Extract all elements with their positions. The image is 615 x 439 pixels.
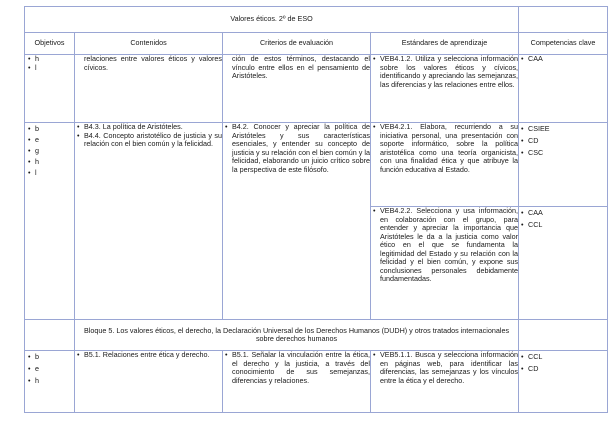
competencia-item: • CAA — [519, 55, 607, 64]
competencias-cell — [519, 207, 608, 320]
objetivos-cell — [25, 351, 75, 413]
contenido-item: • B4.4. Concepto aristotélico de justicia y su relación con el bien común y la felicidad. — [75, 132, 222, 149]
competencia-item: • CAA — [519, 207, 607, 219]
criterio-item: • B4.2. Conocer y apreciar la política de Aristóteles y sus características esenciales, y entender su concepto de justicia y su relación con el bien común y la felicidad, elaborando un juicio crítico sobre la perspectiva de este filósofo. — [223, 123, 370, 174]
contenido-item: • B4.3. La política de Aristóteles. — [75, 123, 222, 132]
estandar-item: • VEB4.2.2. Selecciona y usa información, en colaboración con el grupo, para entender y apreciar la importancia que Aristóteles le da a la justicia como valor ético en el que se fundamenta la legitimidad del Estado y su relación con la felicidad y el bien común, y expone sus conclusiones personales debidamente fundamentadas. — [371, 207, 518, 284]
objetivo-item: • h — [25, 375, 74, 387]
title-corner-cell — [519, 7, 608, 33]
competencia-item: • CSC — [519, 147, 607, 159]
objetivo-item: • h — [25, 55, 74, 64]
contenido-text: relaciones entre valores éticos y valores cívicos. — [84, 54, 222, 72]
objetivos-cell — [25, 123, 75, 320]
block-heading: Bloque 5. Los valores éticos, el derecho, la Declaración Universal de los Derechos Humanos (DUDH) y otros tratados internacionales sobre derechos humanos — [75, 320, 519, 351]
curriculum-table — [24, 6, 608, 413]
table-row — [25, 123, 608, 207]
estandares-cell — [371, 207, 519, 320]
estandar-item: • VEB5.1.1. Busca y selecciona información en páginas web, para identificar las diferencias, las semejanzas y los vínculos entre la ética y el derecho. — [371, 351, 518, 385]
objetivos-cell — [25, 55, 75, 123]
block-spacer-cell — [25, 320, 75, 351]
criterios-cell — [223, 123, 371, 320]
competencia-item: • CD — [519, 135, 607, 147]
objetivo-item: • e — [25, 134, 74, 145]
objetivo-item: • b — [25, 123, 74, 134]
header-objetivos: Objetivos — [25, 33, 75, 55]
competencia-item: • CCL — [519, 351, 607, 363]
contenidos-cell — [75, 351, 223, 413]
table-title: Valores éticos. 2º de ESO — [25, 7, 519, 33]
objetivo-item: • l — [25, 64, 74, 73]
header-criterios: Criterios de evaluación — [223, 33, 371, 55]
criterio-text: ción de estos términos, destacando el vínculo entre ellos en el pensamiento de Aristóteles. — [232, 54, 370, 80]
objetivo-item: • b — [25, 351, 74, 363]
contenidos-cell — [75, 123, 223, 320]
table-row — [25, 351, 608, 413]
block-heading-row — [25, 320, 608, 351]
header-estandares: Estándares de aprendizaje — [371, 33, 519, 55]
competencias-cell — [519, 351, 608, 413]
competencias-cell — [519, 55, 608, 123]
objetivo-item: • e — [25, 363, 74, 375]
estandares-cell — [371, 351, 519, 413]
table-row — [25, 55, 608, 123]
objetivo-item: • h — [25, 156, 74, 167]
block-spacer-cell — [519, 320, 608, 351]
competencia-item: • CCL — [519, 219, 607, 231]
criterios-cell — [223, 55, 371, 123]
contenido-item: • B5.1. Relaciones entre ética y derecho. — [75, 351, 222, 360]
objetivo-item: • l — [25, 167, 74, 178]
criterios-cell — [223, 351, 371, 413]
criterio-item: • B5.1. Señalar la vinculación entre la ética, el derecho y la justicia, a través del conocimiento de sus semejanzas, diferencias y relaciones. — [223, 351, 370, 385]
objetivo-item: • g — [25, 145, 74, 156]
competencia-item: • CD — [519, 363, 607, 375]
contenidos-cell — [75, 55, 223, 123]
estandares-cell — [371, 55, 519, 123]
header-competencias: Competencias clave — [519, 33, 608, 55]
estandares-cell — [371, 123, 519, 207]
competencia-item: • CSIEE — [519, 123, 607, 135]
estandar-item: • VEB4.1.2. Utiliza y selecciona información sobre los valores éticos y cívicos, identificando y apreciando las semejanzas, las diferencias y las relaciones entre ellos. — [371, 55, 518, 89]
estandar-item: • VEB4.2.1. Elabora, recurriendo a su iniciativa personal, una presentación con soporte informático, sobre la política aristotélica como una teoría organicista, con una finalidad ética y que atribuye la función educativa al Estado. — [371, 123, 518, 174]
competencias-cell — [519, 123, 608, 207]
header-contenidos: Contenidos — [75, 33, 223, 55]
